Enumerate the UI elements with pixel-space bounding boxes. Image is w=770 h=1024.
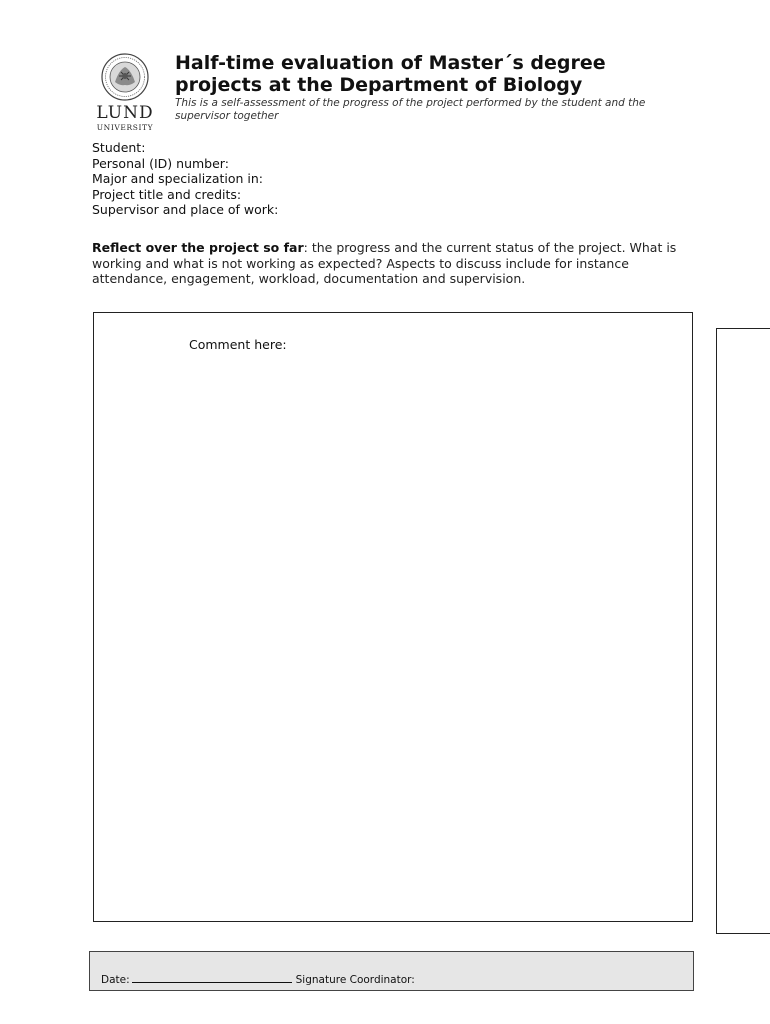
info-fields [92, 140, 692, 218]
date-label: Date: [101, 974, 130, 986]
reflection-prompt [92, 240, 692, 287]
logo-wordmark: LUND [96, 103, 154, 123]
field-major: Major and specialization in: [92, 171, 264, 186]
signature-line [101, 972, 415, 986]
field-student: Student: [92, 140, 146, 155]
page-subtitle: This is a self-assessment of the progress of the project performed by the student and the supervisor together [175, 97, 646, 122]
page-title: Half-time evaluation of Master´s degree projects at the Department of Biology [175, 52, 606, 96]
logo-university-text: UNIVERSITY [96, 123, 154, 132]
side-comment-box[interactable] [716, 328, 770, 934]
field-project-title: Project title and credits: [92, 186, 242, 202]
signature-box [89, 951, 694, 991]
field-supervisor: Supervisor and place of work: [92, 202, 279, 217]
university-logo [88, 52, 162, 134]
comment-label: Comment here: [189, 337, 287, 352]
reflection-lead: Reflect over the project so far [92, 240, 304, 255]
field-personal-id: Personal (ID) number: [92, 155, 229, 171]
reflection-body: : the progress and the current status of the project. What is working and what is not working as expected? Aspects to discuss include for instance attendance, engagement, workload, documentation and supervision. [92, 240, 677, 286]
date-field[interactable] [132, 972, 292, 983]
seal-icon [88, 52, 162, 102]
comment-box[interactable] [93, 312, 693, 922]
signature-label: Signature Coordinator: [295, 974, 415, 986]
